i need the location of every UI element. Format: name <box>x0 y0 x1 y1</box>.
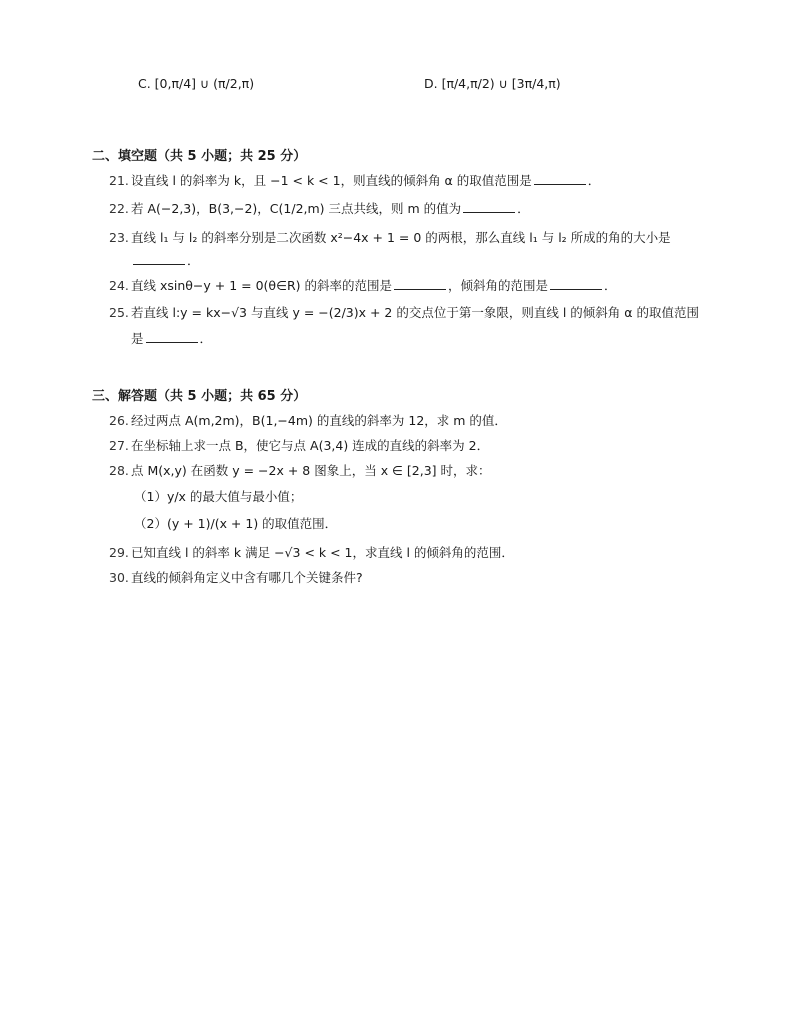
answer-blank <box>394 288 446 290</box>
question-27: 27. 在坐标轴上求一点 B，使它与点 A(3,4) 连成的直线的斜率为 2． <box>109 438 490 453</box>
answer-blank <box>146 341 198 343</box>
question-22: 22. 若 A(−2,3)，B(3,−2)，C(1/2,m) 三点共线，则 m 的值为 ． <box>109 201 530 216</box>
question-28-part-1: （1）y/x 的最大值与最小值； <box>134 489 303 504</box>
answer-blank <box>133 263 185 265</box>
question-26: 26. 经过两点 A(m,2m)，B(1,−4m) 的直线的斜率为 12，求 m 的值． <box>109 413 507 428</box>
section-title-solutions: 三、解答题（共 5 小题；共 65 分） <box>92 389 307 404</box>
question-29: 29. 已知直线 l 的斜率 k 满足 −√3 < k < 1，求直线 l 的倾斜角的范围． <box>109 545 514 560</box>
question-25-continuation: 是 ． <box>131 331 213 346</box>
question-25: 25. 若直线 l:y = kx−√3 与直线 y = −(2/3)x + 2 的交点位于第一象限，则直线 l 的倾斜角 α 的取值范围 <box>109 305 699 320</box>
question-24: 24. 直线 xsinθ−y + 1 = 0(θ∈R) 的斜率的范围是 ，倾斜角的范围是 ． <box>109 278 617 293</box>
question-28-part-2: （2）(y + 1)/(x + 1) 的取值范围． <box>134 516 338 531</box>
question-23: 23. 直线 l₁ 与 l₂ 的斜率分别是二次函数 x²−4x + 1 = 0 的两根，那么直线 l₁ 与 l₂ 所成的角的大小是 <box>109 230 671 245</box>
question-23-continuation: ． <box>131 251 200 269</box>
question-28: 28. 点 M(x,y) 在函数 y = −2x + 8 图象上，当 x ∈ [2,3] 时，求： <box>109 463 491 478</box>
question-21: 21. 设直线 l 的斜率为 k，且 −1 < k < 1，则直线的倾斜角 α 的取值范围是 ． <box>109 173 601 188</box>
answer-blank <box>550 288 602 290</box>
section-title-fill-in: 二、填空题（共 5 小题；共 25 分） <box>92 149 307 164</box>
option-d: D. [π/4,π/2) ∪ [3π/4,π) <box>424 76 561 91</box>
answer-blank <box>534 183 586 185</box>
option-c: C. [0,π/4] ∪ (π/2,π) <box>138 76 255 91</box>
question-30: 30. 直线的倾斜角定义中含有哪几个关键条件? <box>109 570 363 585</box>
answer-blank <box>463 211 515 213</box>
